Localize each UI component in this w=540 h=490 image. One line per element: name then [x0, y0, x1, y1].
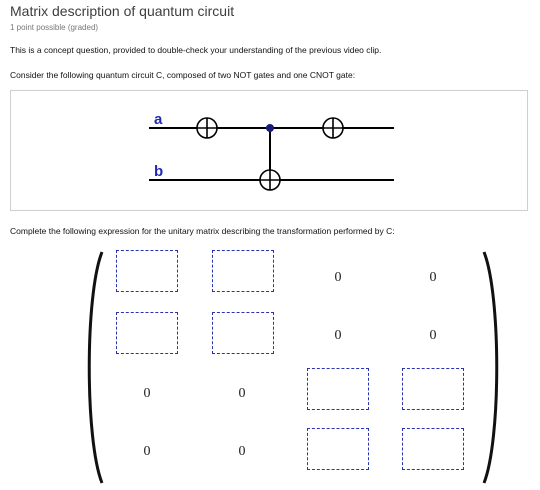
- matrix-entry-r4c1: 0: [143, 444, 151, 459]
- matrix-input-r2c2[interactable]: [212, 312, 274, 354]
- matrix-entry-r1c4: 0: [429, 270, 437, 285]
- matrix-input-r1c1[interactable]: [116, 250, 178, 292]
- matrix-input-r1c2[interactable]: [212, 250, 274, 292]
- matrix-entry-r3c1: 0: [143, 386, 151, 401]
- points-possible: 1 point possible (graded): [10, 23, 99, 32]
- unitary-matrix: [0, 240, 540, 490]
- not-gate-1: [197, 118, 217, 138]
- matrix-input-r2c1[interactable]: [116, 312, 178, 354]
- matrix-right-paren: [480, 250, 504, 485]
- matrix-entry-r3c2: 0: [238, 386, 246, 401]
- cnot-control-dot: [266, 124, 274, 132]
- matrix-prompt: Complete the following expression for the unitary matrix describing the transformation performed by C:: [10, 226, 395, 236]
- matrix-entry-r4c2: 0: [238, 444, 246, 459]
- problem-title: Matrix description of quantum circuit: [10, 3, 235, 19]
- matrix-input-r3c3[interactable]: [307, 368, 369, 410]
- intro-text: This is a concept question, provided to double-check your understanding of the previous video clip.: [10, 45, 382, 55]
- matrix-entry-r2c3: 0: [334, 328, 342, 343]
- wire-a-label: a: [154, 111, 163, 128]
- matrix-input-r3c4[interactable]: [402, 368, 464, 410]
- matrix-input-r4c4[interactable]: [402, 428, 464, 470]
- matrix-input-r4c3[interactable]: [307, 428, 369, 470]
- circuit-svg: [11, 91, 529, 212]
- matrix-left-paren: [82, 250, 106, 485]
- circuit-diagram: [10, 90, 528, 211]
- circuit-prompt: Consider the following quantum circuit C, composed of two NOT gates and one CNOT gate:: [10, 70, 356, 80]
- matrix-entry-r1c3: 0: [334, 270, 342, 285]
- matrix-entry-r2c4: 0: [429, 328, 437, 343]
- cnot-target: [260, 170, 280, 190]
- wire-b-label: b: [154, 163, 164, 180]
- not-gate-2: [323, 118, 343, 138]
